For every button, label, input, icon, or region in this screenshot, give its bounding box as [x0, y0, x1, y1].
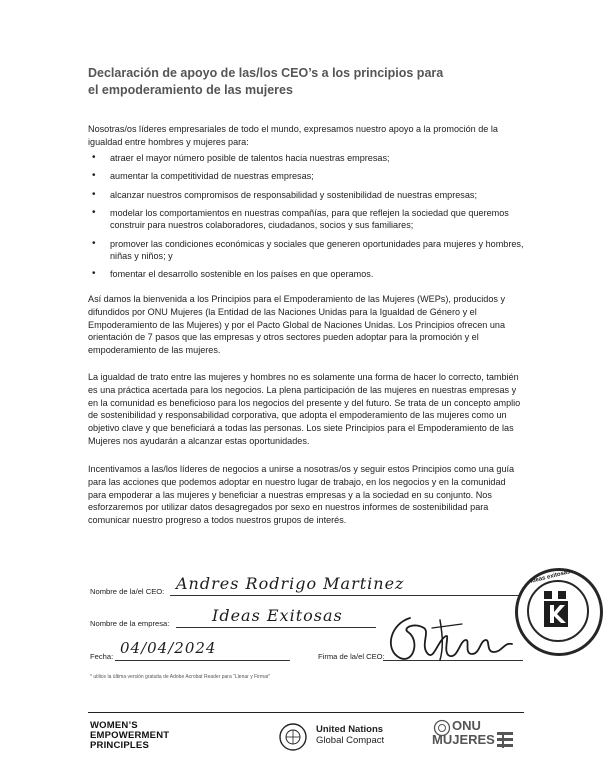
goals-list [88, 152, 524, 287]
ceo-name-line [170, 595, 520, 596]
onu-line-2: MUJERES [432, 732, 495, 747]
paragraph-equality: La igualdad de trato entre las mujeres y hombres no es solamente una forma de hacer lo correcto, también es una práctica acertada para los negocios. La plena participación de las mujeres en nuestras empresas y en la comunidad es beneficioso para los negocios del presente y del futuro. Se trata de un concepto amplio de sostenibilidad y responsabilidad corporativa, que adopta el empoderamiento de las mujeres como un objetivo clave y que beneficiará a todas las personas. Los siete Principios para el Empoderamiento de las Mujeres nos ayudarán a alcanzar estas oportunidades. [88, 372, 521, 446]
document-title [88, 65, 528, 99]
date-line [115, 660, 290, 661]
title-line-1: Declaración de apoyo de las/los CEO’s a los principios para [88, 66, 444, 80]
gc-line-1: United Nations [316, 724, 384, 735]
weps-line-3: PRINCIPLES [90, 740, 150, 751]
stamp-text: Ideas exitosas [529, 569, 572, 585]
onu-mujeres-logo [432, 718, 495, 747]
paragraph-weps: Así damos la bienvenida a los Principios para el Empoderamiento de las Mujeres (WEPs), producidos y difundidos por ONU Mujeres (la Entidad de las Naciones Unidas para la Igualdad de Género y el Empoderamiento de las Mujeres) y por el Pacto Global de Naciones Unidas. Los Principios ofrecen una orientación de 7 pasos que las empresas y otros sectores pueden adoptar para la promoción y el empoderamiento de las mujeres. [88, 294, 506, 356]
company-name-field[interactable]: Ideas Exitosas [212, 606, 343, 625]
title-line-2: el empoderamiento de las mujeres [88, 83, 293, 97]
gc-line-2: Global Compact [316, 735, 385, 746]
list-item: • alcanzar nuestros compromisos de responsabilidad y sostenibilidad de nuestras empresas; [88, 189, 524, 201]
paragraph-invitation: Incentivamos a las/los líderes de negocios a unirse a nosotras/os y seguir estos Principios como una guía para las acciones que podemos adoptar en nuestro lugar de trabajo, en los negocios y en la comunidad para empoderar a las mujeres y beneficiar a nuestras empresas y a la sociedad en su conjunto. Nos esforzaremos por utilizar datos desagregados por sexo en nuestros informes de sostenibilidad para comunicar nuestro progreso a todos nuestros grupos de interés. [88, 464, 515, 526]
ceo-name-field[interactable]: Andres Rodrigo Martinez [176, 574, 405, 593]
company-name-label: Nombre de la empresa: [90, 619, 170, 628]
list-item: • atraer el mayor número posible de talentos hacia nuestras empresas; [88, 152, 524, 164]
weps-line-2: EMPOWERMENT [90, 730, 170, 741]
list-item: • modelar los comportamientos en nuestras compañías, para que reflejen la sociedad que queremos construir para nuestros colaboradores, ciudadanos, socios y sus familiares; [88, 207, 524, 231]
weps-line-1: WOMEN’S [90, 720, 138, 731]
date-label: Fecha: [90, 652, 114, 661]
list-item: • aumentar la competitividad de nuestras empresas; [88, 170, 524, 182]
intro-paragraph: Nosotras/os líderes empresariales de todo el mundo, expresamos nuestro apoyo a la promoción de la igualdad entre hombres y mujeres para: [88, 124, 498, 147]
date-field[interactable]: 04/04/2024 [120, 639, 217, 657]
global-compact-logo [316, 724, 384, 746]
weps-logo [90, 721, 169, 751]
footnote: * utilice la última versión gratuita de Adobe Acrobat Reader para "Llenar y Firmar" [90, 674, 271, 680]
ceo-signature[interactable] [380, 610, 520, 670]
company-stamp [515, 568, 603, 656]
onu-line-1: ONU [452, 718, 481, 733]
signature-label: Firma de la/el CEO: [318, 652, 385, 661]
list-item: • promover las condiciones económicas y sociales que generen oportunidades para mujeres y hombres, niñas y niños; y [88, 238, 524, 262]
company-name-line [176, 627, 376, 628]
list-item: • fomentar el desarrollo sostenible en los países en que operamos. [88, 268, 524, 280]
global-compact-emblem-icon [278, 722, 308, 752]
ceo-name-label: Nombre de la/el CEO: [90, 587, 165, 596]
equality-flag-icon [497, 732, 513, 748]
stamp-logo-icon [536, 589, 576, 629]
footer-divider [88, 712, 524, 713]
